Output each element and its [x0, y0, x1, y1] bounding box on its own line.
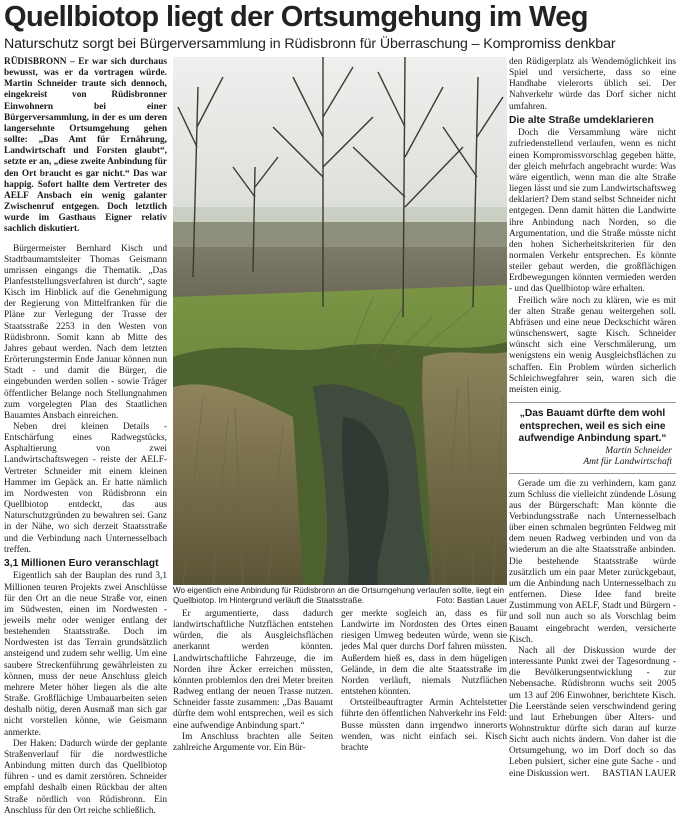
article-column-4 [509, 57, 676, 779]
article-photo [173, 57, 507, 585]
paragraph: Er argumentierte, dass dadurch landwirtschaftliche Nutzflächen entstehen würden, die als Ausgleichsflächen anerkannt werden könnten. Landwirtschaftliche Fahrzeuge, die im Norden ihre Äcker erreichen müssten, könnten problemlos den drei Meter breiten Radweg entlang der neuen Trasse nutzen. Schneider fasste zusammen: „Das Bauamt dürfte dem wohl entsprechen, weil es sich eine aufwendige Anbindung spart.“ [173, 609, 333, 731]
paragraph: Freilich wäre noch zu klären, wie es mit der alten Straße genau weitergehen soll. Abfräsen und eine neue Deckschicht wären wünschenswert, sagte Kisch. Schneider wünscht sich eine Verschmälerung, um wenigstens ein wenig Ausgleichsflächen zu schaffen. Ein Problem würden sicherlich Schleichwegfahrer sein, waren sich die meisten einig. [509, 295, 676, 395]
caption-text: Wo eigentlich eine Anbindung für Rüdisbronn an die Ortsumgehung verlaufen sollte, liegt ein Quellbiotop. Im Hintergrund verläuft die Staatsstraße. [173, 586, 505, 605]
paragraph: Doch die Versammlung wäre nicht zufriedenstellend verlaufen, wenn es nicht einen Kompromissvorschlag gegeben hätte, der gleich mehrfach angebracht wurde: Was wäre eigentlich, wenn man die alte Straße liegen lässt und sie zum Landwirtschaftsweg deklariert? Dem stand selbst Schneider nicht entgegen. Denn damit hätten die Landwirte ihre Anbindung nach Norden, so die Argumentation, und die Straße müsste nicht den hohen Sicherheitskriterien für den normalen Verkehr entsprechen. Es könnte steiler gebaut werden, die großflächigen Erdbewegungen könnten vermieden werden - und das Quellbiotop wäre erhalten. [509, 128, 676, 295]
paragraph: den Rüdigerplatz als Wendemöglichkeit ins Spiel und versicherte, dass so eine Handhabe vielerorts üblich sei. Der Nahverkehr würde das Dorf sicher nicht umfahren. [509, 57, 676, 112]
paragraph: Im Anschluss brachten alle Seiten zahlreiche Argumente vor. Ein Bür- [173, 731, 333, 753]
article-column-3 [341, 609, 507, 753]
quote-text: „Das Bauamt dürfte dem wohl entsprechen, weil es sich eine aufwendige Anbindung spart.“ [518, 408, 667, 445]
subheadline: Naturschutz sorgt bei Bürgerversammlung in Rüdisbronn für Überraschung – Kompromiss denkbar [4, 36, 616, 52]
paragraph: Gerade um die zu verhindern, kam ganz zum Schluss die vielleicht zündende Lösung aus der Bürgerschaft: Man könnte die Verbindungsstraße nach Unternesselbach über einen schmalen begrünten Feldweg mit dem neuen Radweg verbinden und von da wiederum an die alte Staatsstraße anbinden. Die bestehende Staatsstraße würde zusätzlich um ein paar Meter zurückgebaut, um die Anbindung nach Unternesselbach zu entfernen. Diese Idee fand breite Zustimmung von AELF, Stadt und Bürgern - und soll nun auch so als Vorschlag beim Bauamt eingebracht werden, versicherte Kisch. [509, 478, 676, 645]
article-column-1 [4, 57, 167, 816]
photo-caption [173, 586, 507, 606]
quote-role: Amt für Landwirtschaft [583, 457, 672, 468]
paragraph: Neben drei kleinen Details - Entschärfung eines Radwegstücks, Asphaltierung von zwei Landwirtschaftswegen - reiste der AELF-Vertreter Schneider mit einem kleinen Hammer im Gepäck an. Er hatte nämlich im Nordwesten von Rüdisbronn ein Quellbiotop entdeckt, das aus Naturschutzgründen zu bewahren sei. Ganz in der Nähe, wo sich derzeit Staatsstraße und die Verbindung nach Unternesselbach treffen. [4, 422, 167, 555]
paragraph-text: Nach all der Diskussion wurde der interessante Punkt zwei der Tagesordnung - die Bevölkerungsentwicklung - zur Nebensache. Rüdisbronn wuchs seit 2005 um 13 auf 206 Einwohner, berichtete Kisch. Die Leerstände seien verschwindend gering und laut Erhebungen über Alters- und Wohnstruktur dürfte sich daran auf kurze Sicht auch nichts ändern. Von daher ist die Ortsumgehung, wo im Dorf doch so das Leben pulsiert, sicher eine gute Sache - und eine Diskussion wert. [509, 645, 676, 779]
biotope-photo [173, 57, 507, 585]
quote-name: Martin Schneider [605, 445, 672, 456]
author-byline: BASTIAN LAUER [602, 768, 676, 779]
paragraph: Ortsteilbeauftragter Armin Achtelstetter führte den öffentlichen Nahverkehr ins Feld: Busse müssten dann irrgendwo innerorts wenden, was nicht einfach sei. Kisch brachte [341, 698, 507, 753]
paragraph: ger merkte sogleich an, dass es für Landwirte im Nordosten des Ortes einen riesigen Umweg bedeuten würde, wenn sie jedes Mal quer durchs Dorf fahren müssten. Außerdem hieß es, dass in dem hügeligen Gelände, in dem die alte Staatsstraße im Norden verläuft, niemals Nutzflächen entstehen könnten. [341, 609, 507, 698]
paragraph: Eigentlich sah der Bauplan des rund 3,1 Millionen teuren Projekts zwei Anschlüsse für den Ort an die neue Straße vor, einen im Südwesten, einen im Nordwesten - jeweils mehr oder weniger entlang der bestehenden Staatsstraße. Doch im Nordwesten ist das Terrain grundsätzlich ansteigend und zudem sehr wellig. Um eine saubere Streckenführung gewährleisten zu können, muss der neue Anschluss gleich mehrere Meter höher liegen als die alte Straße. Großflächige Umbauarbeiten seien deshalb nötig, deren Ausmaß man sich gar nicht vorstellen könne, wie Geismann anmerkte. [4, 571, 167, 738]
headline: Quellbiotop liegt der Ortsumgehung im Weg [4, 1, 588, 33]
pull-quote [509, 402, 676, 474]
article-column-2 [173, 609, 333, 753]
photo-credit: Foto: Bastian Lauer [436, 596, 507, 605]
section-heading: 3,1 Millionen Euro veranschlagt [4, 557, 159, 569]
paragraph [509, 646, 676, 780]
paragraph: Bürgermeister Bernhard Kisch und Stadtbaumamtsleiter Thomas Geismann umrissen eingangs die Thematik. „Das Planfeststellungsverfahren ist durch“, sagte Kisch im Hinblick auf die Genehmigung der Regierung von Mittelfranken für die Pläne zur Verlegung der Trasse der Staatsstraße 2253 in den Westen von Rüdisbronn. Somit kann ab Mitte des Jahres gebaut werden. Nach dem letzten Erörterungstermin Ende Januar können nun Stadt - und damit die Bürger, die eingebunden werden sollen - sowie Träger öffentlicher Belange noch Stellungnahmen zum vorgelegten Plan des Staatlichen Bauamtes Ansbach einreichen. [4, 243, 167, 421]
paragraph: Der Haken: Dadurch würde der geplante Straßenverlauf für die nordwestliche Anbindung mitten durch das Quellbiotop führen - und es damit zerstören. Schneider empfahl deshalb einen Rückbau der alten Straße nördlich von Rüdisbronn. Ein Anschluss für den Ort reiche schließlich. [4, 738, 167, 816]
lead-paragraph: RÜDISBRONN – Er war sich durchaus bewusst, was er da vortragen würde. Martin Schneider traute sich dennoch, eingekreist von Rüdisbronner Einwohnern bei einer Bürgerversammlung, in der es um deren langersehnte Ortsumgehung gehen sollte: „Das Amt für Ernährung, Landwirtschaft und Forsten glaubt“, setzte er an, „diese zweite Anbindung für den Ort braucht es gar nicht.“ Das war happig. Sofort hallte dem Vertreter des AELF Ansbach ein wenig galanter Zwischenruf entgegen. Doch letztlich wurde im Gasthaus Eigner relativ sachlich diskutiert. [4, 57, 167, 235]
section-heading: Die alte Straße umdeklarieren [509, 114, 654, 126]
